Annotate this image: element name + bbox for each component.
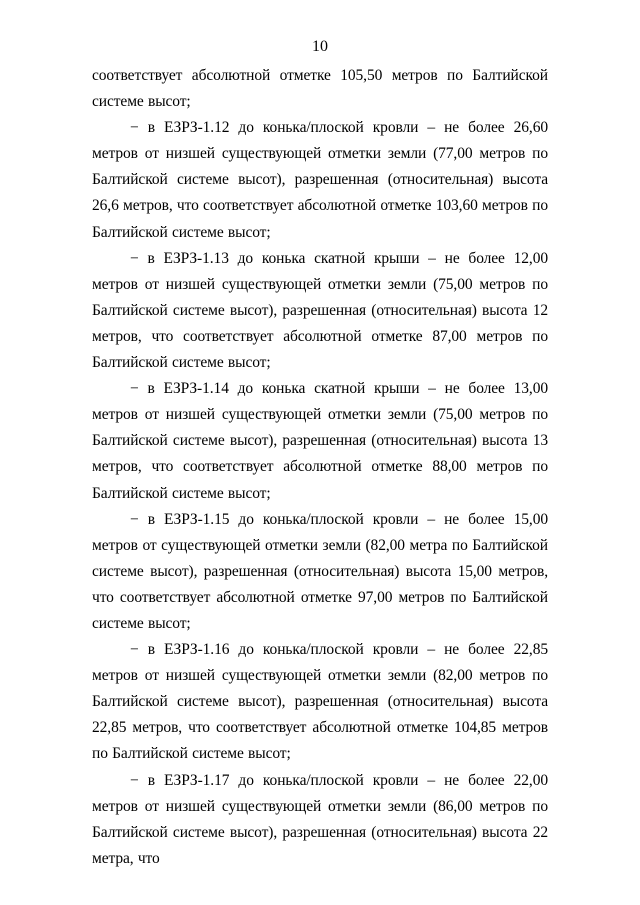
paragraph-ezrz-1-12: − в ЕЗРЗ-1.12 до конька/плоской кровли – не более 26,60 метров от низшей существующей отметки земли (77,00 метров по Балтийской системе высот), разрешенная (относительная) высота 26,6 метров, что соответствует абсолютной отметке 103,60 метров по Балтийской системе высот; (92, 119, 549, 241)
document-body (92, 63, 548, 872)
paragraph-ezrz-1-17: − в ЕЗРЗ-1.17 до конька/плоской кровли – не более 22,00 метров от низшей существующей отметки земли (86,00 метров по Балтийской системе высот), разрешенная (относительная) высота 22 метра, что (92, 771, 548, 867)
paragraph-ezrz-1-16: − в ЕЗРЗ-1.16 до конька/плоской кровли – не более 22,85 метров от низшей существующей отметки земли (82,00 метров по Балтийской системе высот), разрешенная (относительная) высота 22,85 метров, что соответствует абсолютной отметке 104,85 метров по Балтийской системе высот; (92, 641, 548, 763)
paragraph-ezrz-1-15: − в ЕЗРЗ-1.15 до конька/плоской кровли – не более 15,00 метров от существующей отметки земли (82,00 метра по Балтийской системе высот), разрешенная (относительная) высота 15,00 метров, что соответствует абсолютной отметке 97,00 метров по Балтийской системе высот; (92, 510, 548, 632)
page-number: 10 (312, 38, 328, 55)
paragraph-ezrz-1-13: − в ЕЗРЗ-1.13 до конька скатной крыши – не более 12,00 метров от низшей существующей отметки земли (75,00 метров по Балтийской системе высот), разрешенная (относительная) высота 12 метров, что соответствует абсолютной отметке 87,00 метров по Балтийской системе высот; (92, 249, 548, 372)
paragraph-ezrz-1-14: − в ЕЗРЗ-1.14 до конька скатной крыши – не более 13,00 метров от низшей существующей отметки земли (75,00 метров по Балтийской системе высот), разрешенная (относительная) высота 13 метров, что соответствует абсолютной отметке 88,00 метров по Балтийской системе высот; (92, 380, 548, 502)
paragraph-continuation: соответствует абсолютной отметке 105,50 метров по Балтийской системе высот; (92, 67, 548, 111)
